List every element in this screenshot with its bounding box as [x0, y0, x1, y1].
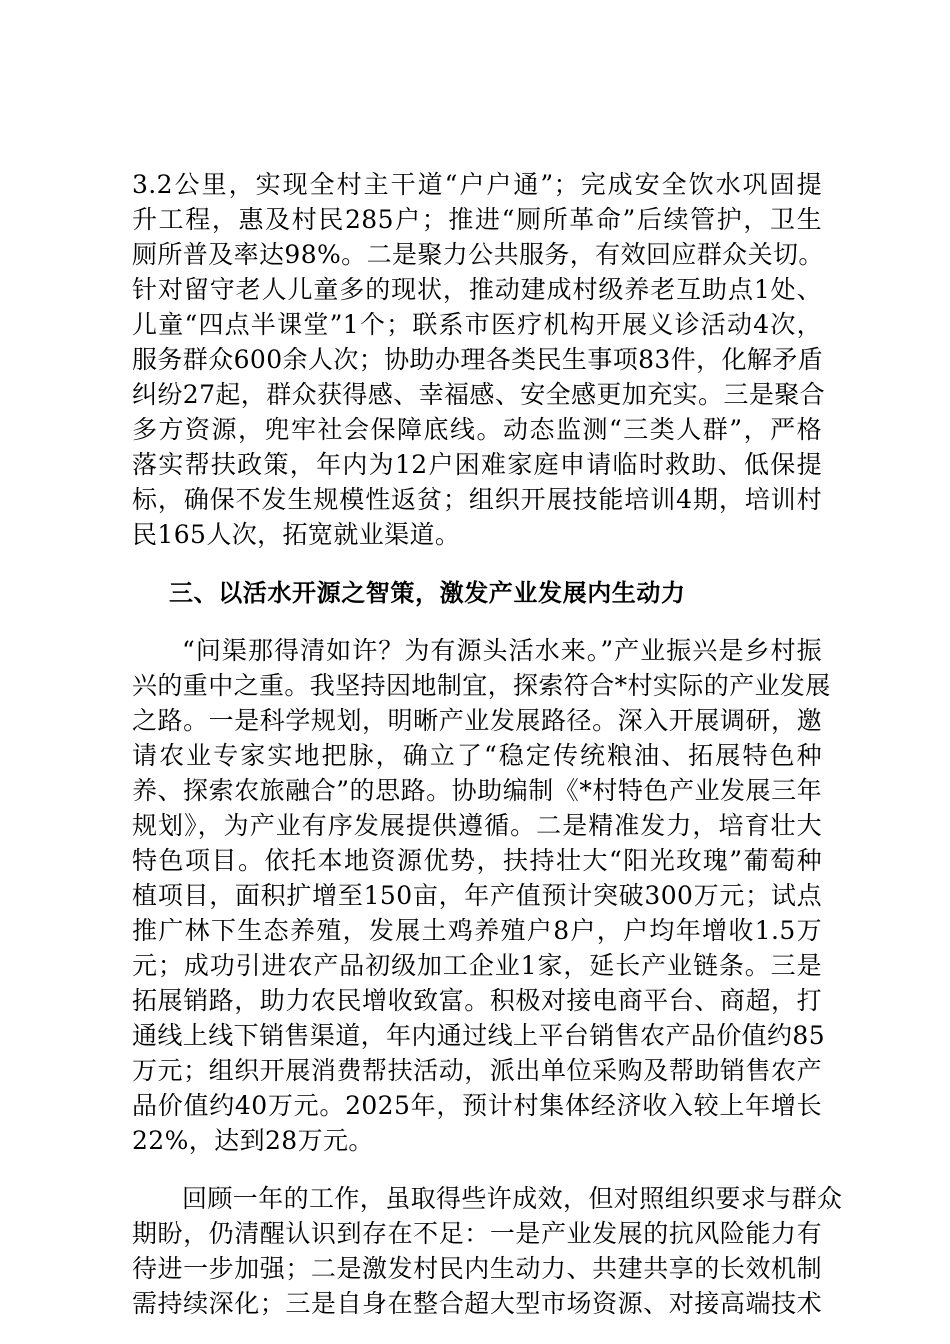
paragraph-2-line-13: 万元；组织开展消费帮扶活动，派出单位采购及帮助销售农产	[132, 1056, 822, 1085]
paragraph-1-line-9: 落实帮扶政策，年内为12户困难家庭申请临时救助、低保提	[132, 450, 822, 479]
paragraph-2-line-9: 推广林下生态养殖，发展土鸡养殖户8户，户均年增收1.5万	[132, 916, 822, 945]
paragraph-2-line-2: 兴的重中之重。我坚持因地制宜，探索符合*村实际的产业发展	[132, 671, 831, 700]
paragraph-2-line-8: 植项目，面积扩增至150亩，年产值预计突破300万元；试点	[132, 881, 822, 910]
paragraph-1-line-10: 标，确保不发生规模性返贫；组织开展技能培训4期，培训村	[132, 485, 822, 514]
paragraph-1-line-1: 3.2公里，实现全村主干道“户户通”；完成安全饮水巩固提	[132, 170, 822, 199]
paragraph-2-line-12: 通线上线下销售渠道，年内通过线上平台销售农产品价值约85	[132, 1021, 826, 1050]
paragraph-1-line-4: 针对留守老人儿童多的现状，推动建成村级养老互助点1处、	[132, 275, 822, 304]
paragraph-1-line-7: 纠纷27起，群众获得感、幸福感、安全感更加充实。三是聚合	[132, 380, 826, 409]
paragraph-2-line-11: 拓展销路，助力农民增收致富。积极对接电商平台、商超，打	[132, 986, 822, 1015]
paragraph-2-line-4: 请农业专家实地把脉，确立了“稳定传统粮油、拓展特色种	[132, 741, 822, 770]
paragraph-3-line-1: 回顾一年的工作，虽取得些许成效，但对照组织要求与群众	[182, 1184, 843, 1213]
paragraph-2-line-14: 品价值约40万元。2025年，预计村集体经济收入较上年增长	[132, 1091, 822, 1120]
paragraph-2-line-1: “问渠那得清如许？为有源头活水来。”产业振兴是乡村振	[182, 636, 822, 665]
paragraph-1-line-5: 儿童“四点半课堂”1个；联系市医疗机构开展义诊活动4次，	[132, 310, 822, 339]
paragraph-3-line-3: 待进一步加强；二是激发村民内生动力、共建共享的长效机制	[132, 1254, 822, 1283]
paragraph-1-line-8: 多方资源，兜牢社会保障底线。动态监测“三类人群”，严格	[132, 415, 822, 444]
paragraph-1-line-6: 服务群众600余人次；协助办理各类民生事项83件，化解矛盾	[132, 345, 824, 374]
section-3-heading: 三、以活水开源之智策，激发产业发展内生动力	[169, 579, 686, 607]
paragraph-2-line-7: 特色项目。依托本地资源优势，扶持壮大“阳光玫瑰”葡萄种	[132, 846, 822, 875]
paragraph-2-line-10: 元；成功引进农产品初级加工企业1家，延长产业链条。三是	[132, 951, 822, 980]
paragraph-3-line-2: 期盼，仍清醒认识到存在不足：一是产业发展的抗风险能力有	[132, 1219, 822, 1248]
paragraph-2-line-6: 规划》，为产业有序发展提供遵循。二是精准发力，培育壮大	[132, 811, 822, 840]
paragraph-1-line-2: 升工程，惠及村民285户；推进“厕所革命”后续管护，卫生	[132, 205, 822, 234]
paragraph-2-line-15: 22%，达到28万元。	[132, 1126, 374, 1155]
paragraph-1-line-11: 民165人次，拓宽就业渠道。	[132, 520, 461, 549]
paragraph-2-line-3: 之路。一是科学规划，明晰产业发展路径。深入开展调研，邀	[132, 706, 822, 735]
paragraph-3-line-4: 需持续深化；三是自身在整合超大型市场资源、对接高端技术	[132, 1289, 822, 1318]
paragraph-2-line-5: 养、探索农旅融合”的思路。协助编制《*村特色产业发展三年	[132, 776, 822, 805]
paragraph-1-line-3: 厕所普及率达98%。二是聚力公共服务，有效回应群众关切。	[132, 240, 824, 269]
